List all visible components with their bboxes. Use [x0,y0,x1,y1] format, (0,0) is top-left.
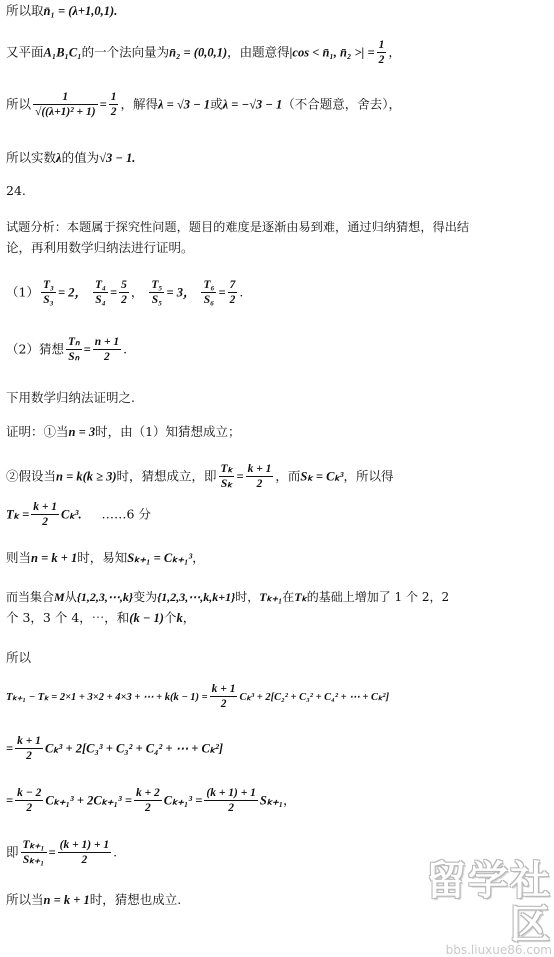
numerator: Tₖ [219,462,235,477]
math-expression: = [236,469,244,484]
denominator: 2 [256,478,263,491]
fraction [246,462,274,492]
numerator: 1 [109,90,119,105]
math-expression: = [218,285,226,300]
question-number [6,183,26,198]
text: 又平面 [6,44,44,60]
part-1-ratios [6,278,243,308]
text: . [123,341,128,357]
math-expression: n = k(k ≥ 3) [56,469,117,484]
text: （1） [6,284,39,300]
text: 变为 [133,590,158,604]
math-expression: Cₖ₊₁³ + 2Cₖ₊₁³ = [45,793,132,808]
analysis-line-2 [6,240,194,255]
denominator: 2 [42,516,48,529]
math-expression: λ = √3 − 1 [157,97,211,112]
numerator: k + 1 [210,682,238,697]
math-expression: |cos < n̄₁, n̄₂ >| = [289,45,375,60]
text: ，所以得 [343,468,394,484]
line-normal-vector-1 [6,3,117,19]
math-expression: = 3， [166,285,196,300]
numerator: T₄ [93,278,108,293]
fraction [93,335,121,365]
numerator: T₆ [201,278,216,293]
math-expression: = [48,845,56,860]
numerator: 1 [377,38,387,53]
fraction [377,38,387,68]
watermark [392,858,552,957]
line-lambda-value [6,150,135,166]
text: ， [388,44,401,60]
numerator: (k + 1) + 1 [204,786,258,801]
numerator: k + 1 [15,734,43,749]
text: 试题分析：本题属于探究性问题，题目的难度是逐渐由易到难，通过归纳猜想，得出结 [6,220,470,234]
text: 从 [64,590,77,604]
numerator: 5 [119,278,129,293]
text: 的值为 [61,150,100,165]
math-expression: √3 − 1. [99,151,136,165]
numerator: k − 2 [15,786,43,801]
text: 时，猜想也成立. [89,892,182,907]
text: 的基础上增加了 1 个 2，2 [306,590,450,604]
watermark-logo-text: 留学社区 [426,858,552,948]
math-expression: λ [56,151,62,165]
text: （不合题意，舍去）， [282,96,402,112]
math-expression: Tₖ [294,590,307,604]
numerator: T₃ [41,278,56,293]
set-change [6,590,449,604]
equation-step-1 [6,734,223,764]
text: 所以 [6,650,32,665]
fraction [41,278,56,308]
fraction [204,786,258,816]
text: ，而 [275,468,301,484]
text: 时，由（1）知猜想成立； [95,424,241,439]
denominator: 2 [229,294,236,307]
fraction [201,278,216,308]
text: 的一个法向量为 [81,44,170,60]
denominator: S₄ [95,294,106,307]
equation-step-2 [6,786,296,816]
math-expression: (k − 1) [129,611,164,625]
fraction [93,278,108,308]
text: 而当集合 [6,590,55,604]
math-expression: Cₖ₊₁³ = [163,793,203,808]
math-expression: = [99,97,107,112]
math-expression: n = k + 1 [43,893,90,907]
denominator: 2 [228,802,235,815]
denominator: 2 [26,750,32,763]
math-expression: Tₖ₊₁ − Tₖ = 2×1 + 3×2 + 4×3 + ⋯ + k(k − 1) = [6,691,208,703]
fraction [109,90,119,120]
math-expression: n̄₂ = (0,0,1) [169,45,228,60]
line-normal-vector-2 [6,38,401,68]
text: 所以当 [6,892,44,907]
math-expression: Tₖ₊₁ [259,590,283,604]
math-expression: = [6,793,14,808]
text: . [239,284,244,300]
math-expression: {1,2,3,⋯,k,k+1} [157,590,236,604]
text: ②假设当 [6,468,57,484]
text: . [113,844,118,860]
denominator: 2 [110,106,117,119]
math-expression: Sₖ = Cₖ³ [300,469,344,484]
text: 证明：①当 [6,424,69,439]
ratio-k-plus-1 [6,838,117,868]
fraction [31,500,59,530]
numerator: k + 2 [134,786,162,801]
text: ，由题意得 [227,44,290,60]
numerator: k + 1 [31,500,59,515]
fraction [149,278,164,308]
math-expression: = [83,342,91,357]
denominator: 2 [121,294,127,307]
analysis-line-1 [6,220,469,235]
text: ， [182,610,196,625]
denominator: S₅ [151,294,163,307]
denominator: Sₖ [220,478,233,491]
math-expression: = [6,741,14,756]
text: 则当 [6,550,32,565]
inductive-hypothesis [6,462,394,492]
numerator: Tₙ [66,335,82,350]
text: ， [283,792,296,808]
denominator: 2 [81,854,88,867]
text: 论，再利用数学归纳法进行证明。 [6,240,194,255]
math-expression: n = 3 [68,425,96,439]
text: 所以实数 [6,150,57,165]
therefore [6,650,31,665]
text: 在 [282,590,295,604]
math-expression: Cₖ³ + 2[C₃³ + C₃² + C₄² + ⋯ + Cₖ²] [44,741,224,756]
text: ，解得 [120,96,158,112]
text: 所以取 [6,3,44,18]
math-expression: Sₖ₊₁ = Cₖ₊₁³ [127,551,193,565]
denominator: Sₙ [68,351,80,364]
math-expression: λ = −√3 − 1 [222,97,283,112]
numerator: k + 1 [246,462,274,477]
math-expression: n = k + 1 [31,551,78,565]
text: 时，猜想成立，即 [116,468,217,484]
fraction [219,462,235,492]
math-expression: Sₖ₊₁ [259,793,284,808]
numerator: T₅ [149,278,164,293]
text: ， [192,550,205,565]
math-expression: k [176,611,183,625]
text: 24. [6,183,26,198]
math-expression: Cₖ³. [61,507,82,522]
text: 下用数学归纳法证明之. [6,390,135,405]
text: 时， [235,590,260,604]
denominator: S₆ [203,294,215,307]
denominator: S₃ [43,294,54,307]
text: ， [130,284,144,300]
fraction [119,278,129,308]
denominator: 2 [220,698,227,711]
math-expression: {1,2,3,⋯,k} [76,590,134,604]
conclusion [6,892,181,908]
score-marker: ……6 分 [101,506,151,522]
base-case [6,424,241,440]
text: 时，易知 [77,550,128,565]
numerator: (k + 1) + 1 [58,838,112,853]
watermark-url: bbs.liuxue86.com [445,943,552,957]
numerator: 1 [33,90,98,105]
numerator: 7 [228,278,238,293]
denominator: 2 [144,802,151,815]
fraction [15,786,43,816]
denominator: 2 [104,351,110,364]
text: 所以 [6,96,32,112]
text: 即 [6,844,19,860]
math-expression: = [110,285,118,300]
text: 个 3，3 个 4，⋯，和 [6,610,130,625]
denominator: √((λ+1)² + 1) [35,106,96,119]
fraction [134,786,162,816]
denominator: Sₖ₊₁ [22,854,45,867]
numerator: Tₖ₊₁ [21,838,47,853]
fraction [66,335,82,365]
denominator: 2 [26,802,33,815]
tk-expression [6,500,151,530]
math-expression: M [54,590,65,604]
fraction [33,90,98,120]
fraction [15,734,43,764]
denominator: 2 [378,54,385,67]
text: （2）猜想 [6,341,64,357]
math-expression: Tₖ = [6,507,30,522]
fraction [58,838,112,868]
math-expression: Cₖ³ + 2[C₂² + C₃² + C₄² + ⋯ + Cₖ²] [239,691,390,703]
induction-intro [6,390,135,405]
fraction [228,278,238,308]
math-expression: A₁B₁C₁ [43,45,82,60]
numerator: n + 1 [93,335,121,350]
line-solve-lambda [6,90,401,120]
math-expression: = 2， [58,285,87,300]
text: 或 [210,96,223,112]
part-2-conjecture [6,335,127,365]
fraction [21,838,47,868]
set-change-continued [6,610,195,626]
math-expression: n̄₁ = (λ+1,0,1). [43,4,118,18]
step-k-plus-1 [6,550,205,566]
difference-equation [6,682,389,712]
text: 个 [163,610,177,625]
fraction [210,682,238,712]
